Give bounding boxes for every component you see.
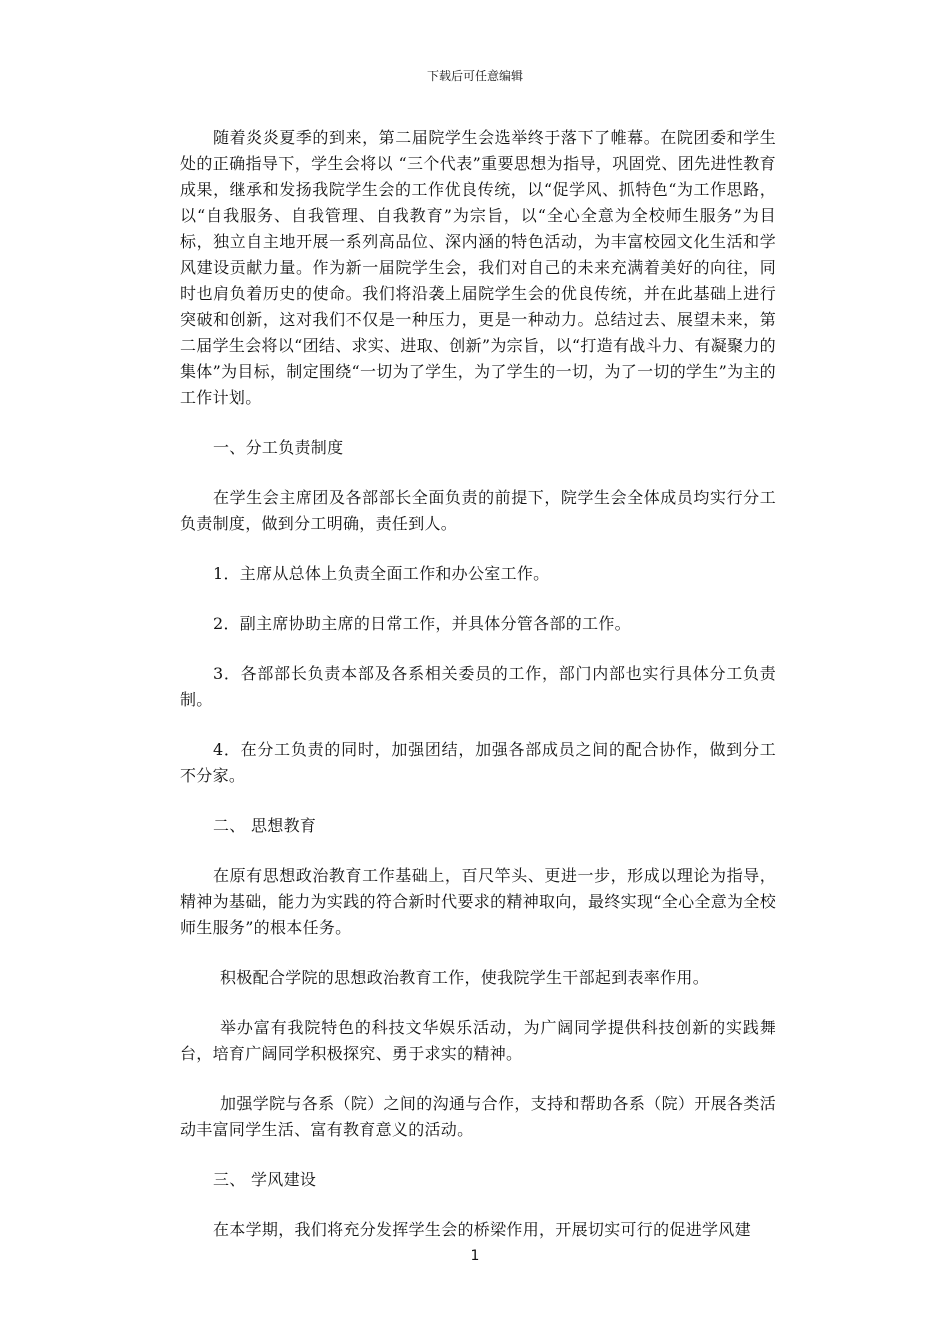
header-note: 下载后可任意编辑	[426, 69, 523, 83]
section-2-paragraph-1: 在原有思想政治教育工作基础上，百尺竿头、更进一步，形成以理论为指导，精神为基础，能力为实践的符合新时代要求的精神取向，最终实现“全心全意为全校师生服务”的根本任务。	[180, 866, 776, 937]
section-3-paragraph-1: 在本学期，我们将充分发挥学生会的桥梁作用，开展切实可行的促进学风建	[213, 1220, 751, 1239]
section-2-paragraph-4: 加强学院与各系（院）之间的沟通与合作，支持和帮助各系（院）开展各类活动丰富同学生活、富有教育意义的活动。	[180, 1094, 776, 1139]
section-heading-2: 二、 思想教育	[213, 816, 317, 835]
intro-paragraph: 随着炎炎夏季的到来，第二届院学生会选举终于落下了帷幕。在院团委和学生处的正确指导下，学生会将以 “三个代表”重要思想为指导，巩固党、团先进性教育成果，继承和发扬我院学生会的工作优良传统，以“促学风、抓特色“为工作思路，以“自我服务、自我管理、自我教育”为宗旨，以“全心全意为全校师生服务”为目标，独立自主地开展一系列高品位、深内涵的特色活动，为丰富校园文化生活和学风建设贡献力量。作为新一届院学生会，我们对自己的未来充满着美好的向往，同时也肩负着历史的使命。我们将沿袭上届院学生会的优良传统，并在此基础上进行突破和创新，这对我们不仅是一种压力，更是一种动力。总结过去、展望未来，第二届学生会将以“团结、求实、进取、创新”为宗旨，以“打造有战斗力、有凝聚力的集体”为目标，制定围绕“一切为了学生，为了学生的一切，为了一切的学生”为主的工作计划。	[180, 128, 776, 407]
section-1-item-3: 3．各部部长负责本部及各系相关委员的工作，部门内部也实行具体分工负责制。	[180, 664, 776, 709]
section-1-item-2: 2．副主席协助主席的日常工作，并具体分管各部的工作。	[213, 614, 631, 633]
document-body	[180, 125, 776, 1267]
section-1-item-4: 4．在分工负责的同时，加强团结，加强各部成员之间的配合协作，做到分工不分家。	[180, 740, 776, 785]
section-2-paragraph-2: 积极配合学院的思想政治教育工作，使我院学生干部起到表率作用。	[220, 968, 710, 987]
section-1-paragraph: 在学生会主席团及各部部长全面负责的前提下，院学生会全体成员均实行分工负责制度，做到分工明确，责任到人。	[180, 488, 776, 533]
section-2-paragraph-3: 举办富有我院特色的科技文华娱乐活动，为广阔同学提供科技创新的实践舞台，培育广阔同学积极探究、勇于求实的精神。	[180, 1018, 776, 1063]
section-heading-3: 三、 学风建设	[213, 1170, 317, 1189]
section-1-item-1: 1．主席从总体上负责全面工作和办公室工作。	[213, 564, 550, 583]
page-number: 1	[470, 1248, 480, 1264]
section-heading-1: 一、分工负责制度	[213, 438, 344, 457]
